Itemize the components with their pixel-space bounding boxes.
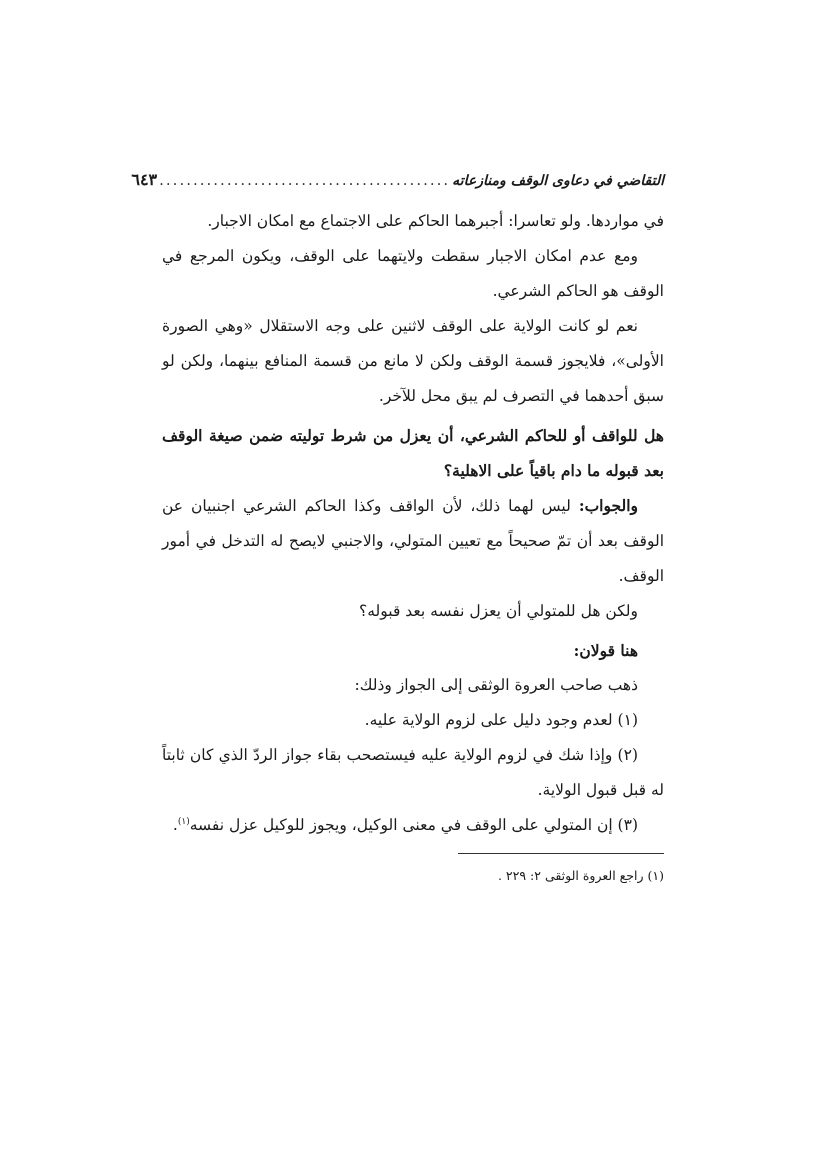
list-item-text: (٣) إن المتولي على الوقف في معنى الوكيل، ويجوز للوكيل عزل نفسه [189, 816, 638, 834]
paragraph: ومع عدم امكان الاجبار سقطت ولايتهما على الوقف، ويكون المرجع في الوقف هو الحاكم الشرعي. [162, 247, 664, 300]
footnote: (١) راجع العروة الوثقى ٢: ٢٢٩ . [497, 868, 664, 883]
list-item-tail: . [172, 816, 178, 834]
list-item: (١) لعدم وجود دليل على لزوم الولاية عليه. [364, 711, 638, 729]
paragraph: ذهب صاحب العروة الوثقى إلى الجواز وذلك: [354, 676, 638, 694]
page [131, 170, 664, 886]
footnote-divider [458, 853, 664, 854]
answer-paragraph [162, 488, 664, 594]
running-head [131, 170, 664, 204]
list-item [162, 808, 664, 843]
answer-lead: والجواب: [578, 496, 638, 515]
list-item: (٢) وإذا شك في لزوم الولاية عليه فيستصحب بقاء جواز الردّ الذي كان ثابتاً له قبل قبول الولاية. [162, 746, 664, 799]
running-head-title: التقاضي في دعاوى الوقف ومنازعاته [452, 173, 664, 189]
page-number: ٦٤٣ [131, 170, 158, 189]
question-heading: هل للواقف أو للحاكم الشرعي، أن يعزل من شرط توليته ضمن صيغة الوقف بعد قبوله ما دام باقياً على الاهلية؟ [162, 426, 664, 480]
paragraph-continuation: في مواردها. ولو تعاسرا: أجبرهما الحاكم على الاجتماع مع امكان الاجبار. [207, 212, 664, 230]
footnote-reference[interactable]: (١) [177, 816, 190, 827]
paragraph: نعم لو كانت الولاية على الوقف لاثنين على وجه الاستقلال «وهي الصورة الأولى»، فلايجوز قسمة الوقف ولكن لا مانع من قسمة المنافع بينهما، ولكن لو سبق أحدهما في التصرف لم يبق محل للآخر. [162, 317, 664, 405]
section-heading: هنا قولان: [573, 641, 638, 660]
answer-text: ليس لهما ذلك، لأن الواقف وكذا الحاكم الشرعي اجنبيان عن الوقف بعد أن تمّ صحيحاً مع تعيين المتولي، والاجنبي لايصح له التدخل في أمور الوقف. [162, 497, 664, 585]
body-text [162, 204, 664, 843]
paragraph: ولكن هل للمتولي أن يعزل نفسه بعد قبوله؟ [359, 602, 638, 620]
running-head-leader-dots: ........................................... [159, 171, 451, 189]
